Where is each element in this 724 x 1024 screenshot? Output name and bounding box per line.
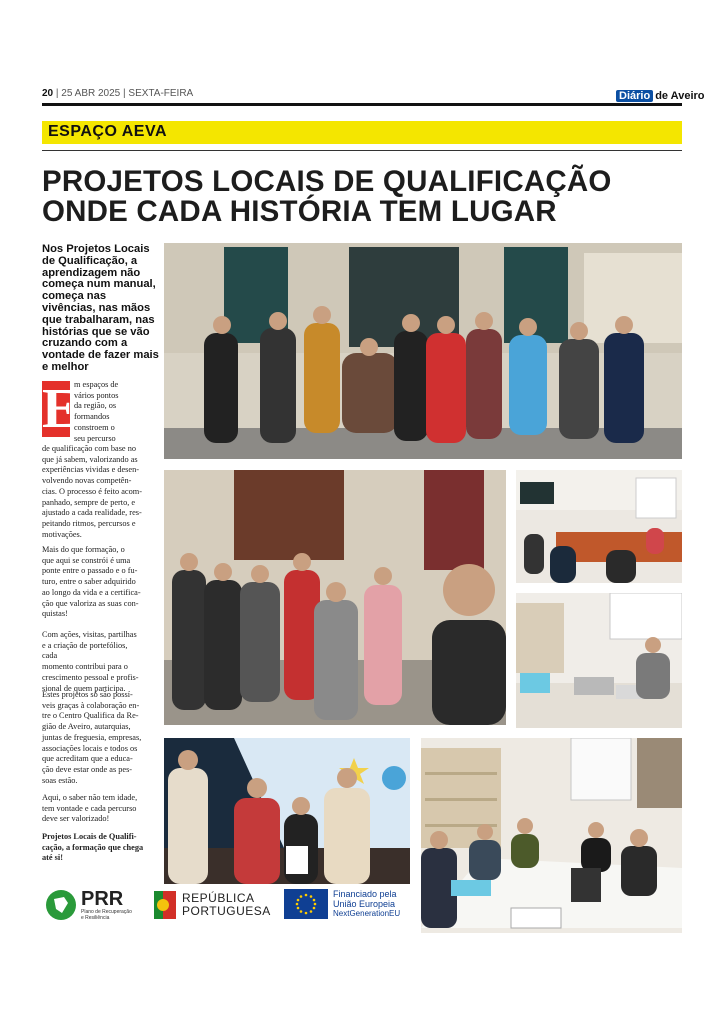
article-line: tem vontade e cada percurso bbox=[42, 803, 137, 813]
article-line: turo, entre o saber adquirido bbox=[42, 577, 136, 587]
eu-flag-icon bbox=[284, 889, 328, 919]
rp-line-2: PORTUGUESA bbox=[182, 904, 271, 918]
article-line: Estes projetos só são possí- bbox=[42, 690, 133, 699]
dropcap-letter: E bbox=[42, 378, 80, 440]
section-label: ESPAÇO AEVA bbox=[48, 123, 167, 140]
article-line: crescimento pessoal e profis- bbox=[42, 672, 139, 682]
article-line: momento contribui para o bbox=[42, 662, 128, 672]
classroom-laptops-photo bbox=[516, 593, 682, 728]
article-line: que acreditam que a educa- bbox=[42, 754, 133, 764]
article-paragraph-1-indent bbox=[74, 380, 144, 444]
article-line: associações locais e todos os bbox=[42, 743, 138, 753]
article-line: ção que valoriza as suas con- bbox=[42, 598, 139, 608]
article-line: peitando ritmos, percursos e bbox=[42, 518, 136, 528]
article-paragraph-4 bbox=[42, 690, 144, 786]
article-line: até si! bbox=[42, 853, 63, 863]
group-photo-selfie-plaza bbox=[164, 470, 506, 725]
article-line: veis graças à colaboração en- bbox=[42, 700, 140, 710]
newspaper-logo bbox=[616, 89, 705, 102]
article-line: experiências vividas e desen- bbox=[42, 465, 139, 475]
prr-emblem-icon bbox=[44, 889, 78, 921]
article-paragraph-5 bbox=[42, 793, 144, 825]
article-line: quistas! bbox=[42, 609, 68, 619]
article-line: da região, os bbox=[74, 401, 117, 411]
classroom-wide-photo bbox=[421, 738, 682, 933]
article-line: formandos bbox=[74, 412, 110, 422]
article-line: Aqui, o saber não tem idade, bbox=[42, 793, 138, 802]
article-line: motivações. bbox=[42, 529, 82, 539]
article-line: deve ser valorizado! bbox=[42, 814, 110, 824]
section-rule bbox=[42, 150, 682, 151]
logo-box: Diário bbox=[616, 90, 653, 102]
headline-line-1: PROJETOS LOCAIS DE QUALIFICAÇÃO bbox=[42, 165, 612, 198]
article-line: que aqui se constrói é uma bbox=[42, 555, 131, 565]
classroom-meeting-photo bbox=[516, 470, 682, 583]
article-paragraph-6 bbox=[42, 832, 144, 864]
group-photo-certificate bbox=[164, 738, 410, 884]
article-line: tre o Centro Qualifica da Re- bbox=[42, 711, 139, 721]
page-header-info: 20 | 25 ABR 2025 | SEXTA-FEIRA bbox=[42, 88, 194, 99]
article-line: ponte entre o passado e o fu- bbox=[42, 566, 138, 576]
portugal-emblem-icon bbox=[152, 889, 178, 921]
eu-line-2: União Europeia bbox=[333, 899, 396, 909]
article-line: ao longo da vida e a certifica- bbox=[42, 587, 141, 597]
issue-weekday: SEXTA-FEIRA bbox=[128, 88, 194, 99]
prr-subtitle-2: e Resiliência bbox=[81, 915, 110, 921]
article-line: gião de Aveiro, autarquias, bbox=[42, 722, 131, 732]
prr-subtitle-1: Plano de Recuperação bbox=[81, 909, 132, 915]
article-line: Com ações, visitas, partilhas bbox=[42, 630, 137, 639]
logo-text: de Aveiro bbox=[655, 89, 705, 102]
article-line: m espaços de bbox=[74, 380, 119, 389]
article-paragraph-1 bbox=[42, 444, 144, 540]
article-line: ção deve estar onde as pes- bbox=[42, 764, 133, 774]
article-paragraph-2 bbox=[42, 545, 144, 620]
issue-date: 25 ABR 2025 bbox=[61, 88, 121, 99]
article-line: e a criação de portefólios, cada bbox=[42, 640, 128, 661]
prr-title: PRR bbox=[81, 888, 124, 910]
lead-paragraph: Nos Projetos Locais de Qualificação, a aprendizagem não começa num manual, começa nas vivências, nas mãos que trabalharam, nas histórias que se vão cruzando com a vontade de fazer mais e melhor bbox=[42, 243, 159, 373]
eu-line-3: NextGenerationEU bbox=[333, 909, 401, 918]
dropcap bbox=[42, 378, 80, 440]
article-line: cação, a formação que chega bbox=[42, 842, 144, 852]
article-line: cias. O processo é feito acom- bbox=[42, 486, 142, 496]
rp-line-1: REPÚBLICA bbox=[182, 891, 255, 905]
eu-funding-logo bbox=[284, 889, 400, 919]
group-photo-building-facade bbox=[164, 243, 682, 459]
prr-logo bbox=[44, 889, 132, 921]
article-line: constroem o bbox=[74, 422, 115, 432]
article-line: Projetos Locais de Qualifi- bbox=[42, 832, 137, 841]
article-line: juntas de freguesia, empresas, bbox=[42, 732, 142, 742]
article-line: Mais do que formação, o bbox=[42, 545, 125, 554]
headline-line-2: ONDE CADA HISTÓRIA TEM LUGAR bbox=[42, 195, 557, 228]
headline bbox=[42, 167, 682, 227]
article-line: sional de quem participa. bbox=[42, 683, 126, 693]
article-line: vários pontos bbox=[74, 390, 119, 400]
article-line: que já sabem, valorizando as bbox=[42, 454, 138, 464]
article-line: ajustado a cada realidade, res- bbox=[42, 508, 142, 518]
eu-line-1: Financiado pela bbox=[333, 889, 397, 899]
republica-portuguesa-logo bbox=[152, 889, 271, 921]
header-rule bbox=[42, 103, 682, 106]
page-number: 20 bbox=[42, 88, 54, 99]
article-line: volvendo novas competên- bbox=[42, 476, 132, 486]
article-line: de qualificação com base no bbox=[42, 444, 136, 453]
article-paragraph-3 bbox=[42, 630, 144, 694]
article-line: seu percurso bbox=[74, 433, 116, 443]
article-line: soas estão. bbox=[42, 775, 78, 785]
article-line: panhado, sempre de perto, e bbox=[42, 497, 136, 507]
